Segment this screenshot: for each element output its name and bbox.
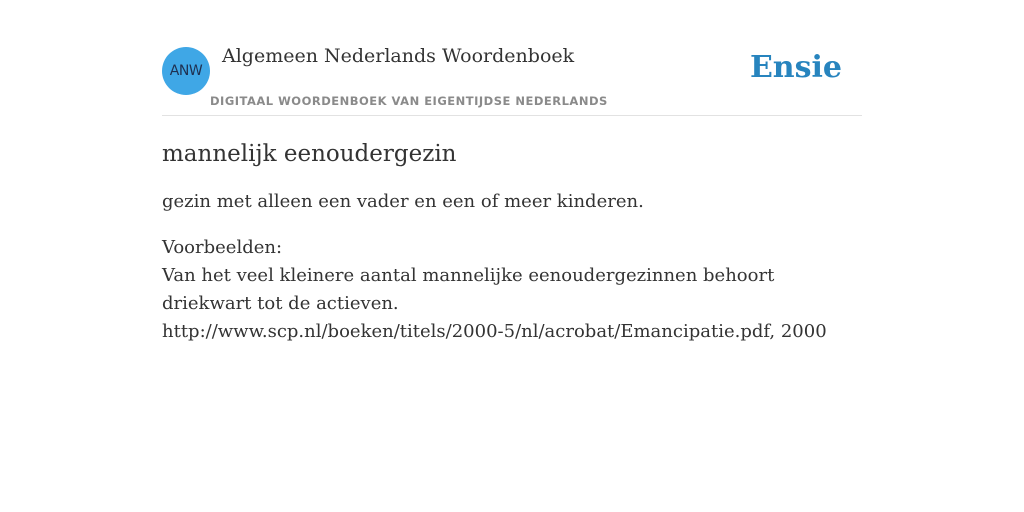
entry-definition: gezin met alleen een vader en een of meer kinderen. [162, 191, 644, 212]
ensie-logo[interactable]: Ensie [749, 50, 842, 85]
entry-headword: mannelijk eenoudergezin [162, 141, 457, 167]
logo-text: ANW [169, 63, 203, 79]
example-source: http://www.scp.nl/boeken/titels/2000-5/nl/acrobat/Emancipatie.pdf, 2000 [162, 321, 827, 342]
anw-logo[interactable] [162, 47, 210, 95]
examples-label: Voorbeelden: [162, 237, 283, 258]
site-title[interactable]: Algemeen Nederlands Woordenboek [222, 45, 575, 67]
example-text: Van het veel kleinere aantal mannelijke eenoudergezinnen behoort driekwart tot de actieven. [162, 265, 775, 314]
entry-examples [162, 234, 862, 346]
site-tagline: DIGITAAL WOORDENBOEK VAN EIGENTIJDSE NEDERLANDS [210, 94, 608, 108]
site-header [162, 40, 862, 116]
dictionary-entry [162, 136, 862, 346]
